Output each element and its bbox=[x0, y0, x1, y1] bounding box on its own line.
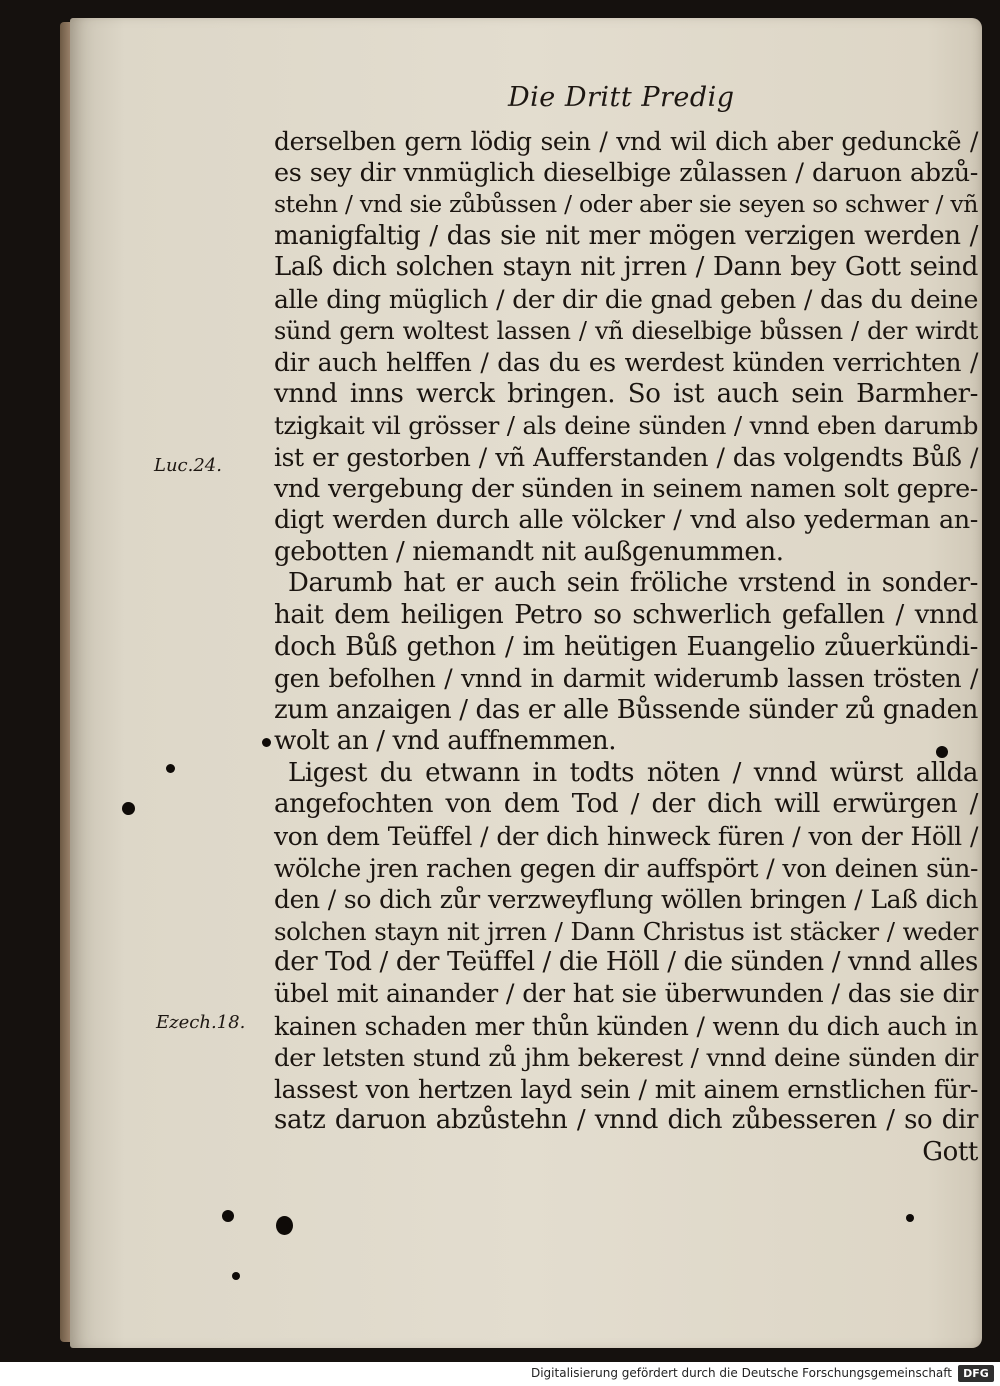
text-line: Darumb hat er auch sein fröliche vrstend in sonder- bbox=[288, 568, 978, 599]
text-line: ist er gestorben / vñ Aufferstanden / das volgendts Bůß / bbox=[274, 442, 978, 472]
ink-spot bbox=[276, 1216, 293, 1235]
text-line: tzigkait vil grösser / als deine sünden / vnnd eben darumb bbox=[274, 411, 978, 441]
text-line: der Tod / der Teüffel / die Höll / die sünden / vnnd alles bbox=[274, 947, 978, 978]
text-line: gen befolhen / vnnd in darmit widerumb lassen trösten / bbox=[274, 664, 978, 694]
text-line: Laß dich solchen stayn nit jrren / Dann bey Gott seind bbox=[274, 252, 978, 283]
funding-credit: Digitalisierung gefördert durch die Deutsche Forschungsgemeinschaft bbox=[530, 1366, 952, 1380]
ink-spot bbox=[222, 1210, 234, 1222]
text-line: den / so dich zůr verzweyflung wöllen bringen / Laß dich bbox=[274, 885, 978, 915]
text-line: lassest von hertzen layd sein / mit ainem ernstlichen für- bbox=[274, 1074, 978, 1104]
text-line: wolt an / vnd auffnemmen. bbox=[274, 726, 617, 757]
text-line: dir auch helffen / das du es werdest künden verrichten / bbox=[274, 348, 978, 378]
text-line: sünd gern woltest lassen / vñ dieselbige bůssen / der wirdt bbox=[274, 316, 978, 345]
text-line: gebotten / niemandt nit außgenummen. bbox=[274, 536, 784, 567]
running-header: Die Dritt Predig bbox=[508, 82, 735, 113]
text-line: es sey dir vnmüglich dieselbige zůlassen / daruon abzů- bbox=[274, 157, 978, 188]
text-line: zum anzaigen / das er alle Bůssende sünder zů gnaden bbox=[274, 694, 978, 725]
ink-spot bbox=[232, 1272, 240, 1280]
text-line: manigfaltig / das sie nit mer mögen verzigen werden / bbox=[274, 220, 978, 251]
text-line: übel mit ainander / der hat sie überwunden / das sie dir bbox=[274, 979, 978, 1010]
text-line: doch Bůß gethon / im heütigen Euangelio zůuerkündi- bbox=[274, 631, 978, 662]
text-line: von dem Teüffel / der dich hinweck füren / von der Höll / bbox=[274, 822, 978, 852]
ink-spot bbox=[166, 764, 175, 773]
text-line: vnnd inns werck bringen. So ist auch sein Barmher- bbox=[274, 378, 978, 409]
text-line: wölche jren rachen gegen dir auffspört / von deinen sün- bbox=[274, 853, 978, 883]
sermon-text bbox=[274, 126, 978, 1169]
text-line: hait dem heiligen Petro so schwerlich gefallen / vnnd bbox=[274, 599, 978, 630]
text-line: stehn / vnd sie zůbůssen / oder aber sie seyen so schwer / vñ bbox=[274, 190, 978, 219]
text-line: der letsten stund zů jhm bekerest / vnnd deine sünden dir bbox=[274, 1043, 978, 1073]
dfg-logo: DFG bbox=[958, 1365, 994, 1382]
ink-spot bbox=[906, 1214, 914, 1222]
text-line: kainen schaden mer thůn künden / wenn du dich auch in bbox=[274, 1011, 978, 1041]
ink-spot bbox=[262, 738, 271, 747]
footer-bar bbox=[0, 1362, 1000, 1386]
text-line: derselben gern lödig sein / vnd wil dich aber gedunckẽ / bbox=[274, 127, 978, 156]
ink-spot bbox=[122, 802, 135, 815]
text-line: angefochten von dem Tod / der dich will erwürgen / bbox=[274, 789, 978, 820]
catchword: Gott bbox=[922, 1137, 978, 1167]
text-line: vnd vergebung der sünden in seinem namen solt gepre- bbox=[274, 473, 978, 504]
text-line: alle ding müglich / der dir die gnad geben / das du deine bbox=[274, 284, 978, 314]
text-line: digt werden durch alle völcker / vnd also yederman an- bbox=[274, 505, 978, 536]
margin-note-ezekiel: Ezech.18. bbox=[156, 1012, 246, 1033]
margin-note-luke: Luc.24. bbox=[154, 455, 222, 476]
text-line: solchen stayn nit jrren / Dann Christus ist stäcker / weder bbox=[274, 916, 978, 946]
text-line: satz daruon abzůstehn / vnnd dich zůbesseren / so dir bbox=[274, 1105, 978, 1136]
text-line: Ligest du etwann in todts nöten / vnnd würst allda bbox=[288, 757, 978, 788]
